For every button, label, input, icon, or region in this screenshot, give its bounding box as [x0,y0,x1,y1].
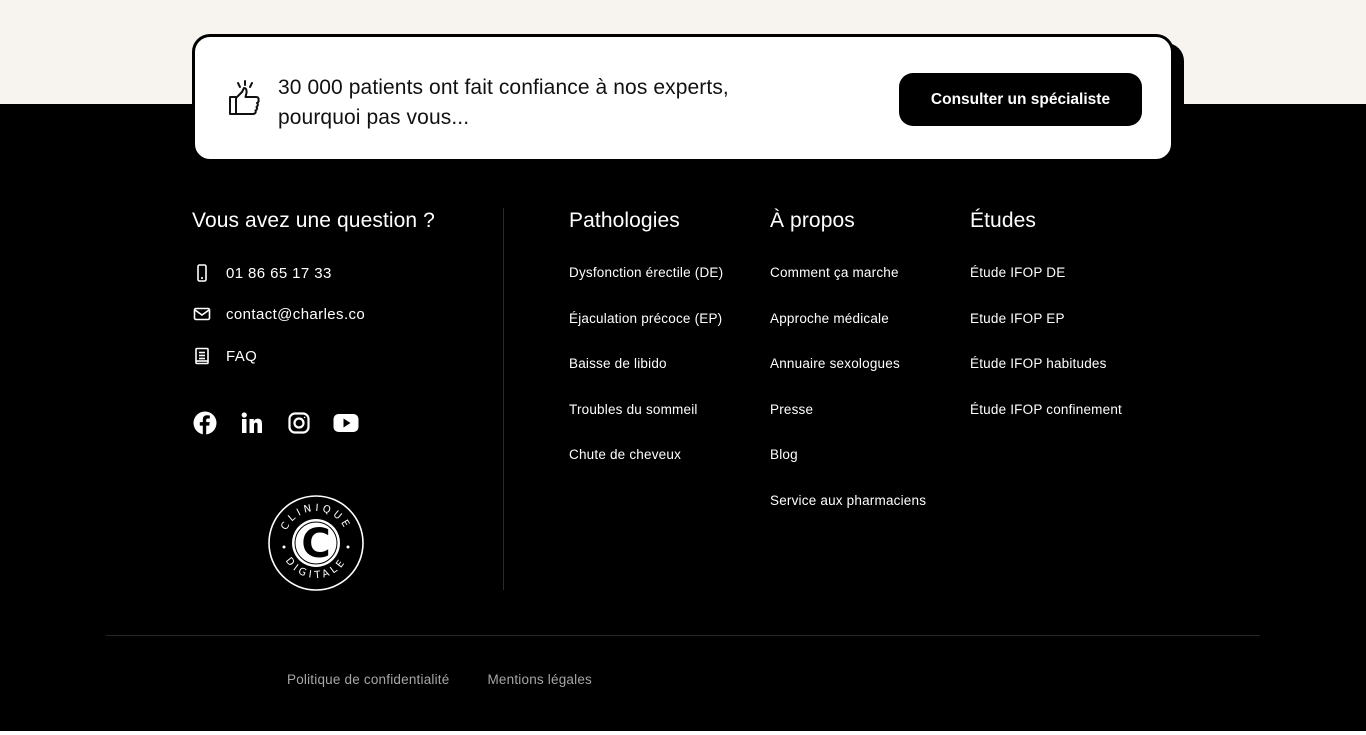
contact-phone-link[interactable] [192,262,332,284]
legal-links [287,672,630,687]
contact-title: Vous avez une question ? [192,209,435,232]
pathology-link-libido[interactable]: Baisse de libido [569,356,667,371]
phone-icon [192,263,212,283]
svg-text:C: C [301,521,331,567]
contact-faq-link[interactable] [192,345,257,367]
pathology-link-hair[interactable]: Chute de cheveux [569,447,682,462]
document-icon [192,346,212,366]
bottom-strip [0,731,1366,735]
clinique-digitale-seal-logo [267,494,365,592]
about-link-pharmacists[interactable]: Service aux pharmaciens [770,492,927,508]
cta-message-line1: 30 000 patients ont fait confiance à nos experts, [278,76,729,99]
pathologies-links [569,262,723,490]
cta-card [192,34,1174,162]
about-links [770,262,926,535]
studies-links [970,262,1122,444]
contact-email-link[interactable] [192,303,365,325]
about-link-press[interactable]: Presse [770,401,814,417]
privacy-policy-link[interactable]: Politique de confidentialité [287,672,450,687]
about-link-medical-approach[interactable]: Approche médicale [770,310,889,326]
youtube-icon[interactable] [333,410,359,436]
contact-email: contact@charles.co [226,305,366,323]
legal-notice-link[interactable]: Mentions légales [487,672,592,687]
social-links [192,410,380,436]
instagram-icon[interactable] [286,410,312,436]
cta-message [278,73,798,133]
about-link-blog[interactable]: Blog [770,447,798,462]
study-link-ifop-lockdown[interactable]: Étude IFOP confinement [970,401,1122,417]
contact-faq: FAQ [226,347,258,365]
about-title: À propos [770,209,855,232]
about-link-directory[interactable]: Annuaire sexologues [770,356,900,371]
thumbs-up-icon [227,79,263,119]
pathology-link-sleep[interactable]: Troubles du sommeil [569,401,698,417]
footer-vertical-divider [503,208,504,590]
pathology-link-ep[interactable]: Éjaculation précoce (EP) [569,310,723,326]
linkedin-icon[interactable] [239,410,265,436]
contact-phone: 01 86 65 17 33 [226,264,332,282]
cta-message-line2: pourquoi pas vous... [278,106,470,129]
studies-title: Études [970,209,1036,232]
consult-specialist-button[interactable]: Consulter un spécialiste [899,73,1142,126]
svg-text:CLINIQUE: CLINIQUE [279,502,353,533]
pathology-link-de[interactable]: Dysfonction érectile (DE) [569,265,724,280]
svg-text:DIGITALE: DIGITALE [282,555,350,582]
study-link-ifop-ep[interactable]: Etude IFOP EP [970,310,1065,326]
study-link-ifop-habits[interactable]: Étude IFOP habitudes [970,356,1107,371]
mail-icon [192,304,212,324]
about-link-how-it-works[interactable]: Comment ça marche [770,265,899,280]
facebook-icon[interactable] [192,410,218,436]
pathologies-title: Pathologies [569,209,680,232]
footer-horizontal-divider [106,635,1260,636]
study-link-ifop-de[interactable]: Étude IFOP DE [970,265,1066,280]
